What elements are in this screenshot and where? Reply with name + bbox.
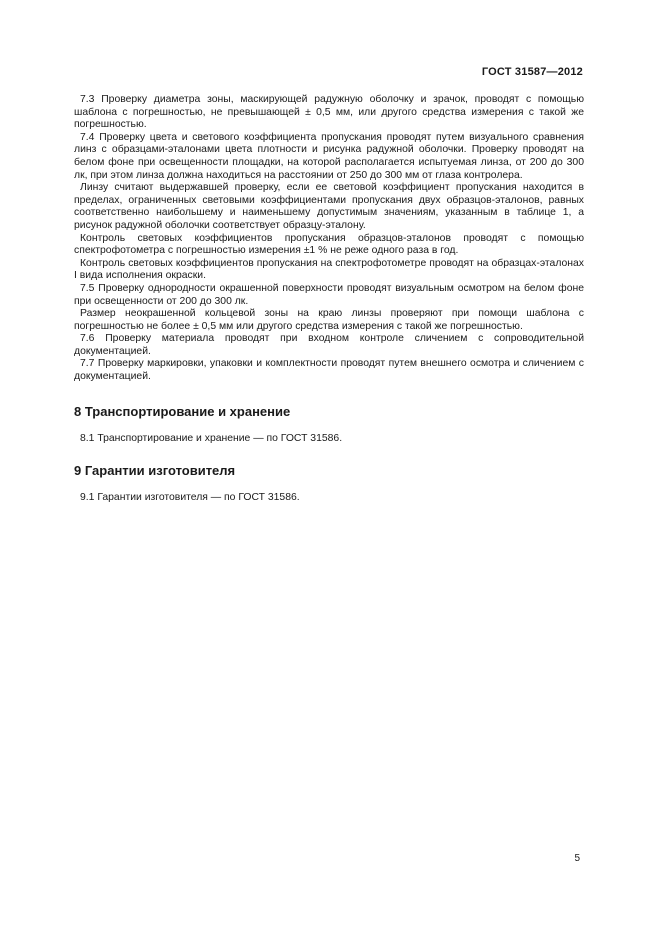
paragraph-7-6: 7.6 Проверку материала проводят при входном контроле сличением с сопроводительной документацией. — [74, 333, 584, 357]
section-9-title: 9 Гарантии изготовителя — [74, 463, 236, 479]
paragraph-7-3: 7.3 Проверку диаметра зоны, маскирующей радужную оболочку и зрачок, проводят с помощью шаблона с погрешностью, не превышающей ± 0,5 мм, или другого средства измерения с такой же погрешностью. — [74, 94, 584, 131]
paragraph-lens-acceptance: Линзу считают выдержавшей проверку, если ее световой коэффициент пропускания находится в пределах, ограниченных световыми коэффициентами пропускания двух образцов-эталонов, равных соответственно наибольшему и наименьшему допустимым значениям, указанным в таблице 1, а рисунок радужной оболочки соответствует образцу-эталону. — [74, 182, 584, 231]
page-number: 5 — [574, 853, 580, 864]
paragraph-7-4: 7.4 Проверку цвета и светового коэффициента пропускания проводят путем визуального сравнения линз с образцами-эталонами цвета плотности и рисунка радужной оболочки. Проверку проводят на белом фоне при освещенности площадки, на которой располагается испытуемая линза, от 200 до 300 лк, при этом линза должна находиться на расстоянии от 250 до 300 мм от глаза контролера. — [74, 131, 584, 181]
paragraph-7-7: 7.7 Проверку маркировки, упаковки и комплектности проводят путем внешнего осмотра и сличением с документацией. — [74, 358, 584, 383]
page-content — [74, 94, 584, 505]
paragraph-spectrophotometer-samples: Контроль световых коэффициентов пропускания на спектрофотометре проводят на образцах-эталонах I вида исполнения окраски. — [74, 257, 584, 282]
paragraph-uncolored-zone: Размер неокрашенной кольцевой зоны на краю линзы проверяют при помощи шаблона с погрешностью не более ± 0,5 мм или другого средства измерения с такой же погрешностью. — [74, 308, 584, 332]
paragraph-8-1: 8.1 Транспортирование и хранение — по ГОСТ 31586. — [80, 432, 343, 444]
paragraph-9-1: 9.1 Гарантии изготовителя — по ГОСТ 31586. — [80, 492, 300, 504]
section-8-title: 8 Транспортирование и хранение — [74, 403, 291, 419]
document-code: ГОСТ 31587—2012 — [481, 66, 583, 78]
paragraph-spectrophotometer-control: Контроль световых коэффициентов пропускания образцов-эталонов проводят с помощью спектрофотометра с погрешностью измерения ±1 % не реже одного раза в год. — [74, 232, 584, 257]
paragraph-7-5: 7.5 Проверку однородности окрашенной поверхности проводят визуальным осмотром на белом фоне при освещенности от 200 до 300 лк. — [74, 282, 584, 307]
